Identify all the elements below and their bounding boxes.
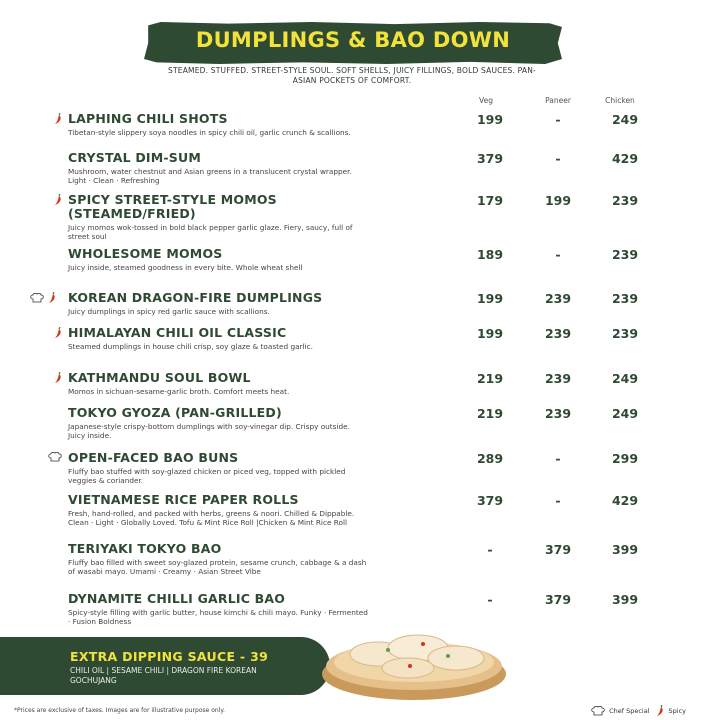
item-badges	[52, 113, 63, 125]
item-description: Fresh, hand-rolled, and packed with herbs, greens & noori. Chilled & Dippable. Clean · Light · Globally Loved. Tofu & Mint Rice Roll |Chicken & Mint Rice Roll	[68, 509, 355, 528]
item-description: Steamed dumplings in house chili crisp, soy glaze & toasted garlic.	[68, 342, 313, 351]
item-description: Juicy dumplings in spicy red garlic sauce with scallions.	[68, 307, 270, 316]
item-name: HIMALAYAN CHILI OIL CLASSIC	[68, 325, 287, 340]
price-chicken: 429	[611, 493, 639, 508]
item-name: KATHMANDU SOUL BOWL	[68, 370, 251, 385]
price-veg: 179	[476, 193, 504, 208]
price-chicken: 399	[611, 592, 639, 607]
price-veg: 199	[476, 112, 504, 127]
chef-hat-icon	[48, 452, 62, 462]
menu-item	[68, 406, 688, 441]
dumpling-dish-image	[318, 604, 510, 700]
item-description: Fluffy bao filled with sweet soy-glazed protein, sesame crunch, cabbage & a dash of wasabi mayo. Umami · Creamy · Asian Street Vibe	[68, 558, 367, 577]
price-veg: 289	[476, 451, 504, 466]
price-paneer: -	[555, 112, 561, 127]
item-name: DYNAMITE CHILLI GARLIC BAO	[68, 591, 286, 606]
item-description: Tibetan-style slippery soya noodles in spicy chili oil, garlic crunch & scallions.	[68, 128, 351, 137]
price-chicken: 429	[611, 151, 639, 166]
chili-icon	[46, 292, 57, 304]
menu-item	[68, 291, 688, 316]
price-veg: 199	[476, 326, 504, 341]
item-badges	[52, 372, 63, 384]
item-name: TOKYO GYOZA (PAN-GRILLED)	[68, 405, 282, 420]
item-badges	[30, 292, 57, 304]
item-name: TERIYAKI TOKYO BAO	[68, 541, 222, 556]
price-paneer: -	[555, 451, 561, 466]
price-paneer: 379	[544, 592, 572, 607]
legend-spicy-label: Spicy	[668, 707, 686, 715]
price-veg: 219	[476, 406, 504, 421]
price-chicken: 239	[611, 326, 639, 341]
item-description: Japanese-style crispy-bottom dumplings with soy-vinegar dip. Crispy outside. Juicy inside.	[68, 422, 350, 441]
item-badges	[52, 327, 63, 339]
price-paneer: 239	[544, 371, 572, 386]
price-chicken: 249	[611, 406, 639, 421]
menu-item	[68, 371, 688, 396]
price-paneer: -	[555, 247, 561, 262]
chili-icon	[52, 372, 63, 384]
price-chicken: 239	[611, 247, 639, 262]
menu-item	[68, 451, 688, 486]
item-description: Spicy-style filling with garlic butter, house kimchi & chili mayo. Funky · Fermented · Fusion Boldness	[68, 608, 368, 627]
price-chicken: 299	[611, 451, 639, 466]
item-name: CRYSTAL DIM-SUM	[68, 150, 201, 165]
item-description: Fluffy bao stuffed with soy-glazed chicken or piced veg, topped with pickled veggies & coriander.	[68, 467, 346, 486]
column-header-chicken: Chicken	[605, 96, 635, 105]
price-veg: -	[487, 592, 493, 607]
menu-item	[68, 542, 688, 577]
item-name: OPEN-FACED BAO BUNS	[68, 450, 239, 465]
item-name: VIETNAMESE RICE PAPER ROLLS	[68, 492, 299, 507]
menu-item	[68, 247, 688, 272]
price-chicken: 249	[611, 112, 639, 127]
price-chicken: 239	[611, 193, 639, 208]
price-veg: 379	[476, 151, 504, 166]
extra-sauce-title: EXTRA DIPPING SAUCE - 39	[70, 649, 269, 664]
item-name: WHOLESOME MOMOS	[68, 246, 223, 261]
price-veg: 189	[476, 247, 504, 262]
page-title: DUMPLINGS & BAO DOWN	[195, 28, 511, 52]
menu-item	[68, 326, 688, 351]
legend	[591, 705, 686, 717]
item-badges	[52, 194, 63, 206]
menu-item	[68, 112, 688, 137]
price-paneer: -	[555, 493, 561, 508]
price-veg: 199	[476, 291, 504, 306]
price-paneer: 239	[544, 291, 572, 306]
legend-chef-label: Chef Special	[609, 707, 650, 715]
item-name: SPICY STREET-STYLE MOMOS (STEAMED/FRIED)	[68, 192, 277, 221]
menu-item	[68, 493, 688, 528]
page-subtitle: STEAMED. STUFFED. STREET-STYLE SOUL. SOFT SHELLS, JUICY FILLINGS, BOLD SAUCES. PAN-ASIAN POCKETS OF COMFORT.	[168, 66, 536, 85]
price-paneer: 239	[544, 406, 572, 421]
price-paneer: 379	[544, 542, 572, 557]
price-paneer: -	[555, 151, 561, 166]
price-chicken: 399	[611, 542, 639, 557]
price-paneer: 199	[544, 193, 572, 208]
chili-icon	[52, 194, 63, 206]
menu-item	[68, 151, 688, 186]
item-description: Juicy momos wok-tossed in bold black pepper garlic glaze. Fiery, saucy, full of street soul	[68, 223, 353, 242]
footnote: *Prices are exclusive of taxes. Images are for illustrative purpose only.	[14, 707, 225, 714]
price-veg: 219	[476, 371, 504, 386]
item-description: Mushroom, water chestnut and Asian greens in a translucent crystal wrapper. Light · Clean · Refreshing	[68, 167, 352, 186]
column-header-veg: Veg	[479, 96, 493, 105]
price-chicken: 249	[611, 371, 639, 386]
price-chicken: 239	[611, 291, 639, 306]
chili-icon	[654, 705, 665, 717]
chef-hat-icon	[591, 706, 605, 716]
extra-sauce-options: CHILI OIL | SESAME CHILI | DRAGON FIRE KOREAN GOCHUJANG	[70, 666, 257, 685]
price-veg: 379	[476, 493, 504, 508]
column-header-paneer: Paneer	[545, 96, 571, 105]
item-name: KOREAN DRAGON-FIRE DUMPLINGS	[68, 290, 323, 305]
item-description: Momos in sichuan-sesame-garlic broth. Comfort meets heat.	[68, 387, 290, 396]
chili-icon	[52, 327, 63, 339]
menu-item	[68, 193, 688, 242]
item-description: Juicy inside, steamed goodness in every bite. Whole wheat shell	[68, 263, 303, 272]
chef-hat-icon	[30, 293, 44, 303]
chili-icon	[52, 113, 63, 125]
item-badges	[48, 452, 62, 462]
price-paneer: 239	[544, 326, 572, 341]
price-veg: -	[487, 542, 493, 557]
item-name: LAPHING CHILI SHOTS	[68, 111, 228, 126]
